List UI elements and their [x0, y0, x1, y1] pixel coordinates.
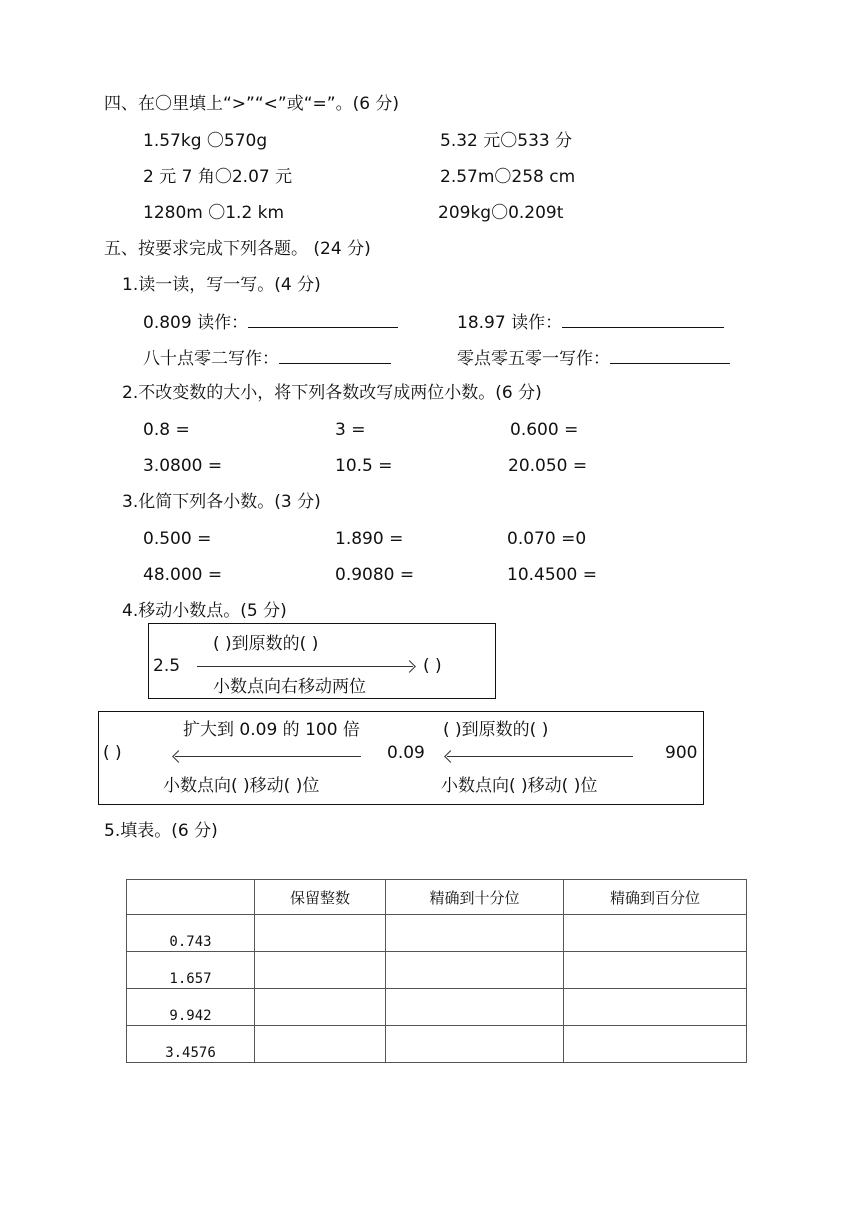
box2-left-end-blank[interactable]: ( ) [103, 743, 122, 763]
box2-right-start-value: 900 [665, 743, 698, 763]
box2-right-bottom-label: 小数点向( )移动( )位 [441, 776, 598, 796]
q2-item-6: 20.050 = [508, 456, 588, 476]
table-header-blank [127, 880, 255, 915]
table-header-row [127, 880, 747, 915]
compare-item-4: 2.57m〇258 cm [440, 167, 576, 187]
arrow-right-icon [197, 666, 413, 667]
q3-item-5: 0.9080 = [335, 565, 415, 585]
q1-item-1 [143, 311, 398, 333]
table-row [127, 915, 747, 952]
q3-item-1: 0.500 = [143, 529, 212, 549]
section-5-title: 五、按要求完成下列各题。 (24 分) [104, 239, 371, 259]
q1-item-2 [457, 311, 724, 333]
q2-item-2: 3 = [335, 420, 366, 440]
q3-item-4: 48.000 = [143, 565, 223, 585]
q2-item-4: 3.0800 = [143, 456, 223, 476]
q2-title: 2.不改变数的大小，将下列各数改写成两位小数。(6 分) [122, 383, 542, 403]
table-header-integer: 保留整数 [255, 880, 386, 915]
table-cell-blank[interactable] [386, 989, 564, 1026]
table-cell-blank[interactable] [255, 952, 386, 989]
box1-top-label: ( )到原数的( ) [213, 634, 319, 654]
box1-end-blank[interactable]: ( ) [423, 656, 442, 676]
row-label: 1.657 [127, 952, 255, 989]
row-label: 9.942 [127, 989, 255, 1026]
table-cell-blank[interactable] [255, 915, 386, 952]
table-cell-blank[interactable] [564, 989, 747, 1026]
table-cell-blank[interactable] [564, 1026, 747, 1063]
box1-bottom-label: 小数点向右移动两位 [213, 677, 366, 697]
table-cell-blank[interactable] [386, 915, 564, 952]
q2-item-5: 10.5 = [335, 456, 393, 476]
table-cell-blank[interactable] [564, 952, 747, 989]
q3-item-3: 0.070 =0 [507, 529, 587, 549]
box2-left-bottom-label: 小数点向( )移动( )位 [163, 776, 320, 796]
q4-title: 4.移动小数点。(5 分) [122, 601, 287, 621]
q1-item-2-label: 18.97 读作： [457, 313, 563, 333]
section-4-title: 四、在〇里填上“>”“<”或“=”。(6 分) [104, 94, 400, 114]
box1-start-value: 2.5 [153, 656, 181, 676]
table-cell-blank[interactable] [255, 989, 386, 1026]
table-row [127, 1026, 747, 1063]
answer-blank[interactable] [562, 311, 724, 328]
compare-item-5: 1280m 〇1.2 km [143, 203, 285, 223]
box2-right-top-label: ( )到原数的( ) [443, 720, 549, 740]
table-header-tenths: 精确到十分位 [386, 880, 564, 915]
answer-blank[interactable] [279, 347, 391, 364]
row-label: 0.743 [127, 915, 255, 952]
q5-title: 5.填表。(6 分) [104, 821, 218, 841]
q3-title: 3.化简下列各小数。(3 分) [122, 492, 321, 512]
q1-item-1-label: 0.809 读作： [143, 313, 249, 333]
q1-title: 1.读一读，写一写。(4 分) [122, 275, 321, 295]
answer-blank[interactable] [248, 311, 398, 328]
arrow-left-icon [447, 756, 633, 757]
q1-item-3-label: 八十点零二写作： [143, 349, 279, 369]
q1-item-3 [143, 347, 391, 369]
compare-item-2: 5.32 元〇533 分 [440, 131, 573, 151]
q1-item-4-label: 零点零五零一写作： [457, 349, 610, 369]
table-header-hundredths: 精确到百分位 [564, 880, 747, 915]
row-label: 3.4576 [127, 1026, 255, 1063]
decimal-move-box-1 [148, 623, 496, 699]
table-row [127, 989, 747, 1026]
q3-item-2: 1.890 = [335, 529, 404, 549]
table-row [127, 952, 747, 989]
table-cell-blank[interactable] [255, 1026, 386, 1063]
table-cell-blank[interactable] [386, 1026, 564, 1063]
q2-item-3: 0.600 = [510, 420, 579, 440]
compare-item-3: 2 元 7 角〇2.07 元 [143, 167, 293, 187]
box2-left-top-label: 扩大到 0.09 的 100 倍 [183, 720, 360, 740]
q2-item-1: 0.8 = [143, 420, 190, 440]
box2-mid-value: 0.09 [387, 743, 425, 763]
rounding-table [126, 879, 747, 1063]
q1-item-4 [457, 347, 730, 369]
decimal-move-box-2 [98, 711, 704, 805]
answer-blank[interactable] [610, 347, 730, 364]
compare-item-6: 209kg〇0.209t [438, 203, 564, 223]
q3-item-6: 10.4500 = [507, 565, 597, 585]
table-cell-blank[interactable] [564, 915, 747, 952]
table-cell-blank[interactable] [386, 952, 564, 989]
compare-item-1: 1.57kg 〇570g [143, 131, 268, 151]
arrow-left-icon [175, 756, 361, 757]
